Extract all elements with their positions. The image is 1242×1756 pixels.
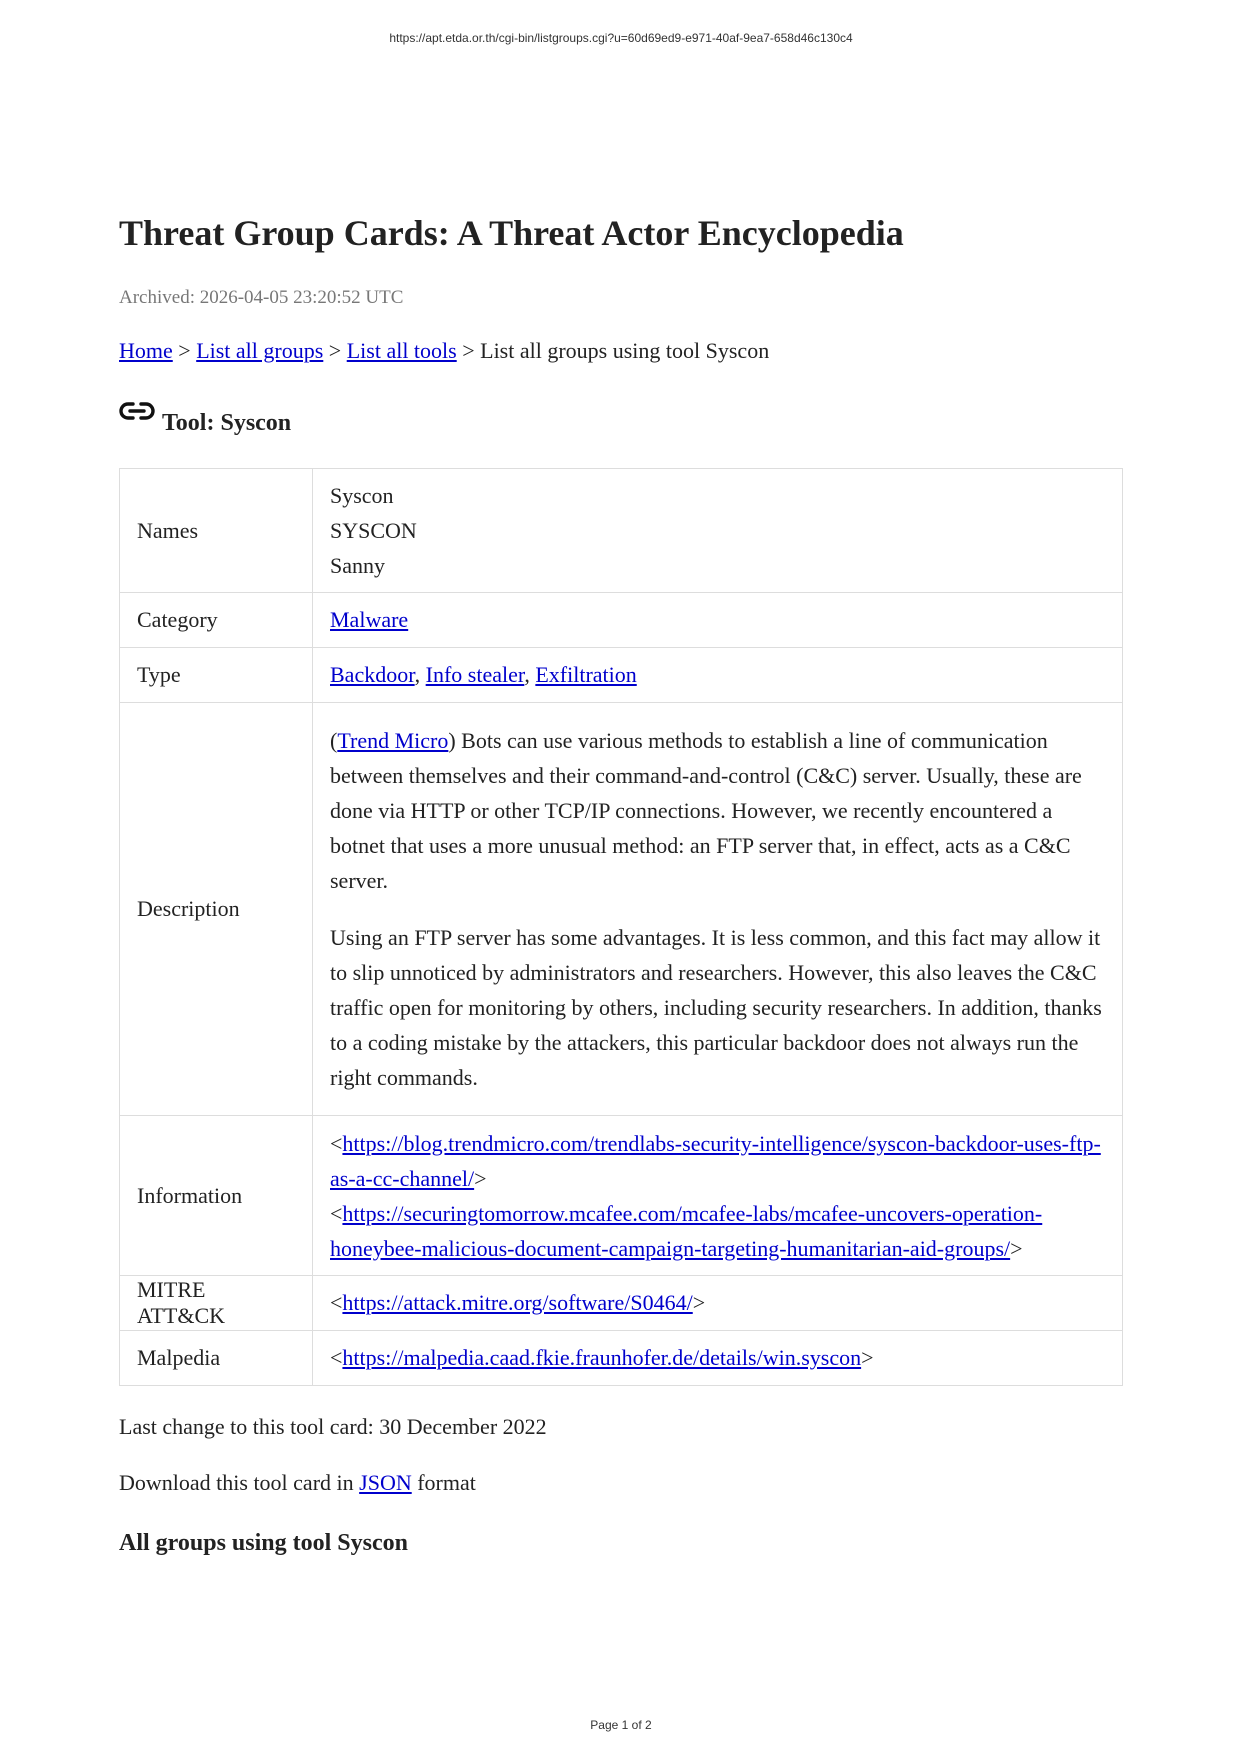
malpedia-value — [313, 1331, 1123, 1386]
type-info-stealer-link[interactable]: Info stealer — [425, 662, 525, 687]
type-separator: , — [414, 662, 426, 687]
mitre-label: MITRE ATT&CK — [120, 1276, 313, 1331]
breadcrumb-current: > List all groups using tool Syscon — [456, 338, 770, 363]
breadcrumb-separator: > — [172, 338, 197, 363]
breadcrumb-home-link[interactable]: Home — [119, 338, 173, 363]
type-label: Type — [120, 648, 313, 703]
information-label: Information — [120, 1116, 313, 1276]
category-value — [313, 593, 1123, 648]
malpedia-label: Malpedia — [120, 1331, 313, 1386]
information-link-trendmicro[interactable]: https://blog.trendmicro.com/trendlabs-security-intelligence/syscon-backdoor-uses-ftp-as-a-cc-channel/ — [330, 1130, 1101, 1191]
names-value — [313, 469, 1123, 593]
description-paragraph-2: Using an FTP server has some advantages. It is less common, and this fact may allow it to slip unnoticed by administrators and researchers. However, this also leaves the C&C traffic open for monitoring by others, including security researchers. In addition, thanks to a coding mistake by the attackers, this particular backdoor does not always run the right commands. — [330, 925, 1102, 1090]
tool-title: Tool: Syscon — [162, 410, 292, 436]
print-header-url: https://apt.etda.or.th/cgi-bin/listgroups.cgi?u=60d69ed9-e971-40af-9ea7-658d46c130c4 — [389, 31, 853, 45]
names-label: Names — [120, 469, 313, 593]
tool-card-table — [119, 468, 1123, 1386]
angle-bracket: > — [861, 1345, 874, 1370]
trend-micro-source-link[interactable]: Trend Micro — [337, 728, 449, 753]
malpedia-link[interactable]: https://malpedia.caad.fkie.fraunhofer.de/details/win.syscon — [342, 1345, 862, 1370]
information-entry — [330, 1196, 1105, 1266]
table-row-information — [120, 1116, 1123, 1276]
information-value — [313, 1116, 1123, 1276]
tool-name: SYSCON — [330, 518, 417, 543]
table-row-type — [120, 648, 1123, 703]
information-link-mcafee[interactable]: https://securingtomorrow.mcafee.com/mcafee-labs/mcafee-uncovers-operation-honeybee-malicious-document-campaign-targeting-humanitarian-aid-groups/ — [330, 1200, 1043, 1261]
page-number: Page 1 of 2 — [590, 1718, 652, 1732]
last-change-note: Last change to this tool card: 30 December 2022 — [119, 1414, 547, 1439]
table-row-category — [120, 593, 1123, 648]
angle-bracket: > — [692, 1290, 706, 1315]
breadcrumb-list-tools-link[interactable]: List all tools — [346, 338, 457, 363]
category-label: Category — [120, 593, 313, 648]
tool-name: Syscon — [330, 483, 394, 508]
archived-timestamp: Archived: 2026-04-05 23:20:52 UTC — [119, 287, 404, 308]
table-row-names — [120, 469, 1123, 593]
page-title: Threat Group Cards: A Threat Actor Encyclopedia — [119, 213, 904, 253]
angle-bracket: < — [330, 1290, 343, 1315]
angle-bracket: < — [330, 1130, 343, 1156]
table-row-description — [120, 703, 1123, 1116]
mitre-value — [313, 1276, 1123, 1331]
tool-name: Sanny — [330, 553, 385, 578]
breadcrumb-separator: > — [323, 338, 347, 363]
angle-bracket: > — [1010, 1235, 1023, 1261]
type-backdoor-link[interactable]: Backdoor — [330, 662, 415, 687]
paren: ( — [330, 728, 338, 753]
breadcrumb — [119, 338, 769, 364]
description-label: Description — [120, 703, 313, 1116]
type-exfiltration-link[interactable]: Exfiltration — [535, 662, 637, 687]
breadcrumb-list-groups-link[interactable]: List all groups — [196, 338, 324, 363]
angle-bracket: < — [330, 1200, 343, 1226]
link-icon — [119, 400, 155, 422]
table-row-mitre — [120, 1276, 1123, 1331]
description-paragraph-1-text: ) Bots can use various methods to establish a line of communication between themselves and their command-and-control (C&C) server. Usually, these are done via HTTP or other TCP/IP connections. However, we recently encountered a botnet that uses a more unusual method: an FTP server that, in effect, acts as a C&C server. — [330, 728, 1082, 893]
description-value — [313, 703, 1123, 1116]
download-suffix: format — [411, 1470, 476, 1495]
description-paragraph-1 — [330, 723, 1105, 898]
table-row-malpedia — [120, 1331, 1123, 1386]
type-separator: , — [524, 662, 536, 687]
angle-bracket: < — [330, 1345, 343, 1370]
download-line — [119, 1470, 476, 1496]
download-prefix: Download this tool card in — [119, 1470, 360, 1495]
information-entry — [330, 1126, 1105, 1196]
download-json-link[interactable]: JSON — [359, 1470, 412, 1495]
angle-bracket: > — [474, 1165, 487, 1191]
category-malware-link[interactable]: Malware — [330, 607, 409, 632]
mitre-link[interactable]: https://attack.mitre.org/software/S0464/ — [342, 1290, 693, 1315]
groups-heading: All groups using tool Syscon — [119, 1530, 408, 1556]
type-value — [313, 648, 1123, 703]
